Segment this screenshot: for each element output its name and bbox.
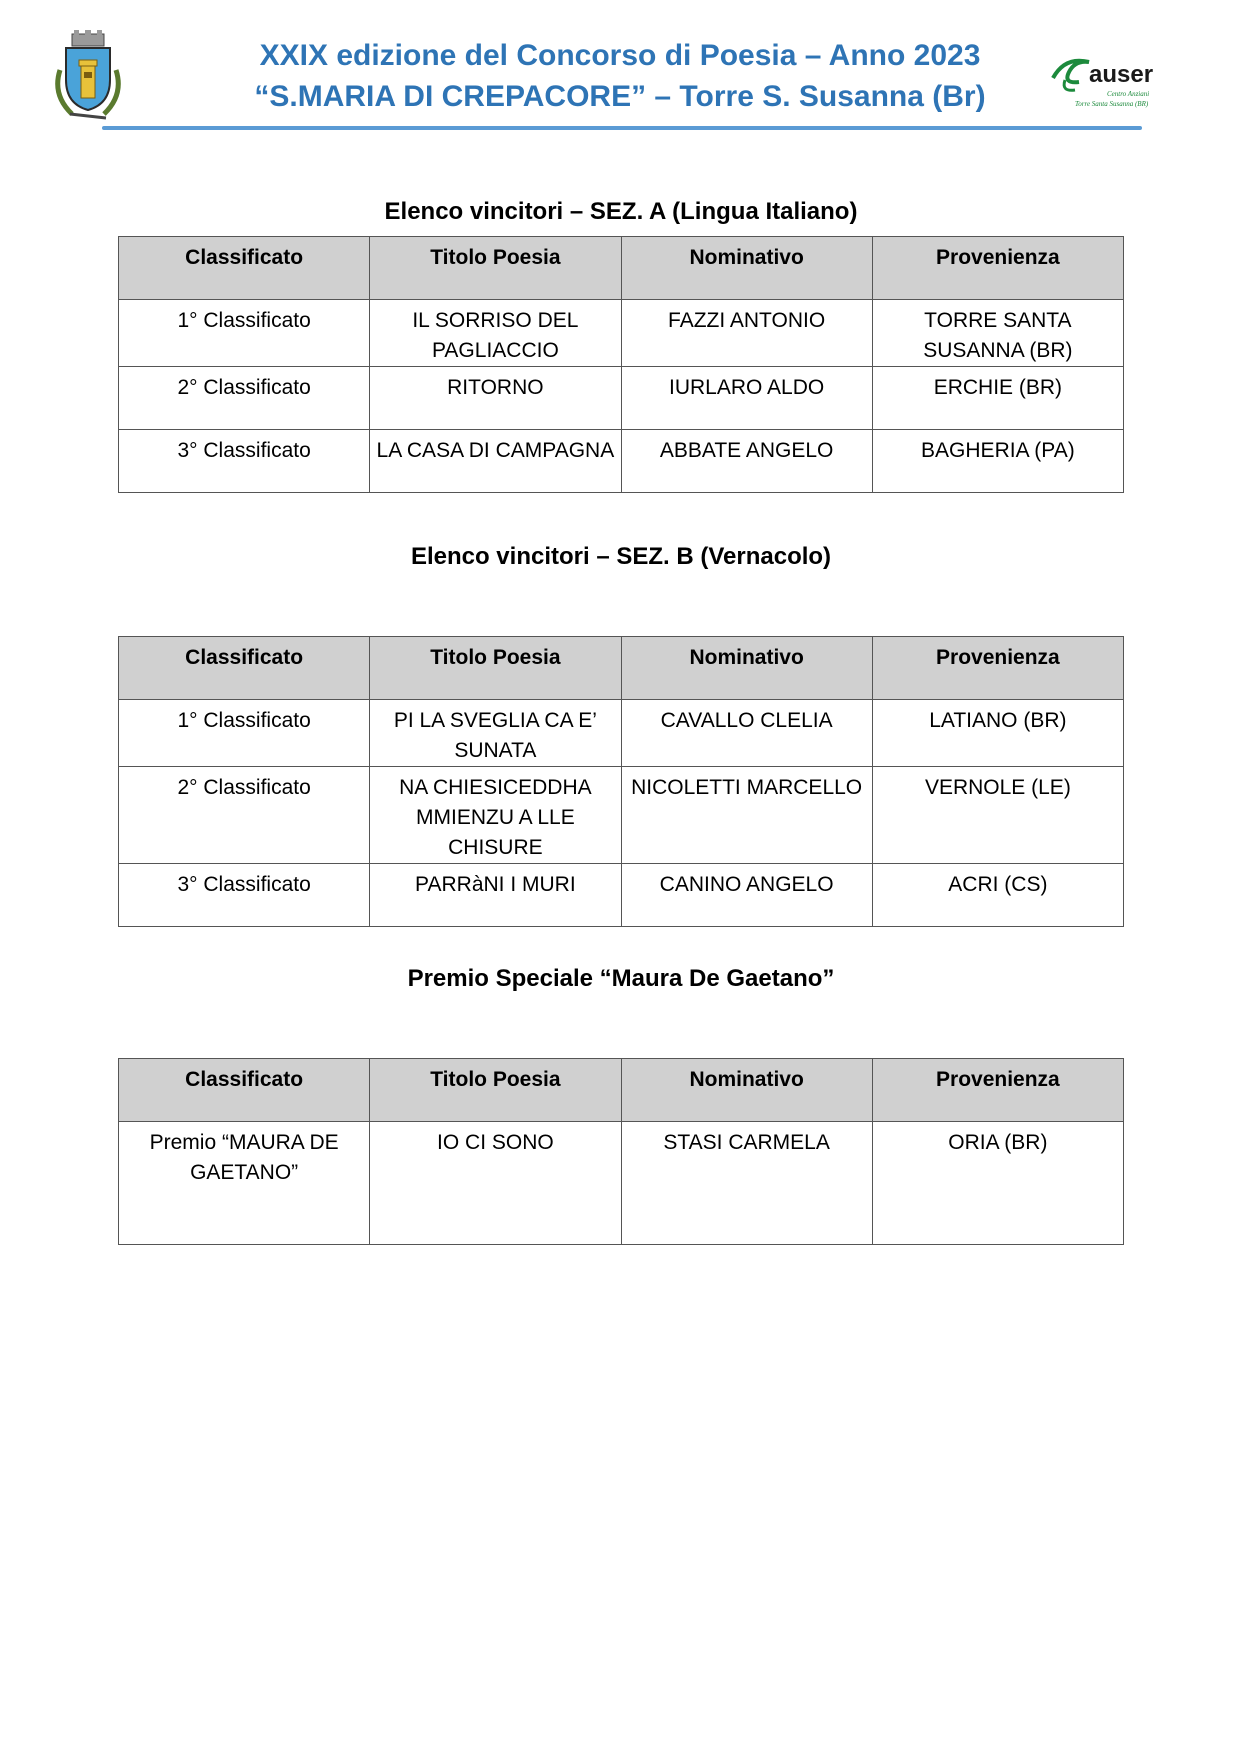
cell-provenienza: VERNOLE (LE) bbox=[872, 767, 1123, 864]
cell-titolo: IO CI SONO bbox=[370, 1122, 621, 1245]
col-header-titolo: Titolo Poesia bbox=[370, 1059, 621, 1122]
cell-provenienza: TORRE SANTA SUSANNA (BR) bbox=[872, 300, 1123, 367]
coat-of-arms-logo bbox=[50, 30, 126, 122]
auser-logo-sub2: Torre Santa Susanna (BR) bbox=[1075, 100, 1149, 108]
cell-nominativo: FAZZI ANTONIO bbox=[621, 300, 872, 367]
cell-classificato: 2° Classificato bbox=[119, 767, 370, 864]
cell-nominativo: STASI CARMELA bbox=[621, 1122, 872, 1245]
cell-titolo: LA CASA DI CAMPAGNA bbox=[370, 430, 621, 493]
cell-titolo: RITORNO bbox=[370, 367, 621, 430]
col-header-provenienza: Provenienza bbox=[872, 1059, 1123, 1122]
cell-classificato: Premio “MAURA DE GAETANO” bbox=[119, 1122, 370, 1245]
cell-nominativo: IURLARO ALDO bbox=[621, 367, 872, 430]
col-header-titolo: Titolo Poesia bbox=[370, 237, 621, 300]
col-header-nominativo: Nominativo bbox=[621, 237, 872, 300]
section-a-table bbox=[118, 236, 1124, 493]
header-divider bbox=[102, 126, 1142, 130]
cell-nominativo: NICOLETTI MARCELLO bbox=[621, 767, 872, 864]
cell-classificato: 3° Classificato bbox=[119, 430, 370, 493]
cell-provenienza: ACRI (CS) bbox=[872, 864, 1123, 927]
cell-titolo: IL SORRISO DEL PAGLIACCIO bbox=[370, 300, 621, 367]
col-header-classificato: Classificato bbox=[119, 237, 370, 300]
cell-classificato: 1° Classificato bbox=[119, 700, 370, 767]
auser-logo-name: auser bbox=[1089, 61, 1154, 88]
cell-provenienza: BAGHERIA (PA) bbox=[872, 430, 1123, 493]
table-row bbox=[119, 864, 1124, 927]
auser-logo bbox=[1045, 50, 1175, 112]
table-row bbox=[119, 767, 1124, 864]
cell-classificato: 3° Classificato bbox=[119, 864, 370, 927]
cell-provenienza: ORIA (BR) bbox=[872, 1122, 1123, 1245]
table-row bbox=[119, 1122, 1124, 1245]
col-header-nominativo: Nominativo bbox=[621, 637, 872, 700]
cell-provenienza: ERCHIE (BR) bbox=[872, 367, 1123, 430]
cell-nominativo: CAVALLO CLELIA bbox=[621, 700, 872, 767]
table-row bbox=[119, 367, 1124, 430]
header-title-line2: “S.MARIA DI CREPACORE” – Torre S. Susanna (Br) bbox=[254, 80, 986, 113]
col-header-titolo: Titolo Poesia bbox=[370, 637, 621, 700]
section-a-title: Elenco vincitori – SEZ. A (Lingua Italiano) bbox=[384, 198, 858, 225]
header-title-line1: XXIX edizione del Concorso di Poesia – Anno 2023 bbox=[259, 39, 981, 72]
auser-logo-sub1: Centro Anziani bbox=[1107, 90, 1150, 98]
cell-classificato: 2° Classificato bbox=[119, 367, 370, 430]
col-header-nominativo: Nominativo bbox=[621, 1059, 872, 1122]
table-row bbox=[119, 300, 1124, 367]
section-special-table bbox=[118, 1058, 1124, 1245]
cell-classificato: 1° Classificato bbox=[119, 300, 370, 367]
section-b-title: Elenco vincitori – SEZ. B (Vernacolo) bbox=[410, 543, 832, 570]
col-header-classificato: Classificato bbox=[119, 637, 370, 700]
section-b-table bbox=[118, 636, 1124, 927]
cell-provenienza: LATIANO (BR) bbox=[872, 700, 1123, 767]
col-header-provenienza: Provenienza bbox=[872, 637, 1123, 700]
table-row bbox=[119, 700, 1124, 767]
col-header-provenienza: Provenienza bbox=[872, 237, 1123, 300]
cell-nominativo: ABBATE ANGELO bbox=[621, 430, 872, 493]
cell-titolo: PI LA SVEGLIA CA E’ SUNATA bbox=[370, 700, 621, 767]
cell-nominativo: CANINO ANGELO bbox=[621, 864, 872, 927]
cell-titolo: NA CHIESICEDDHA MMIENZU A LLE CHISURE bbox=[370, 767, 621, 864]
col-header-classificato: Classificato bbox=[119, 1059, 370, 1122]
table-row bbox=[119, 430, 1124, 493]
section-special-title: Premio Speciale “Maura De Gaetano” bbox=[407, 965, 835, 992]
cell-titolo: PARRàNI I MURI bbox=[370, 864, 621, 927]
